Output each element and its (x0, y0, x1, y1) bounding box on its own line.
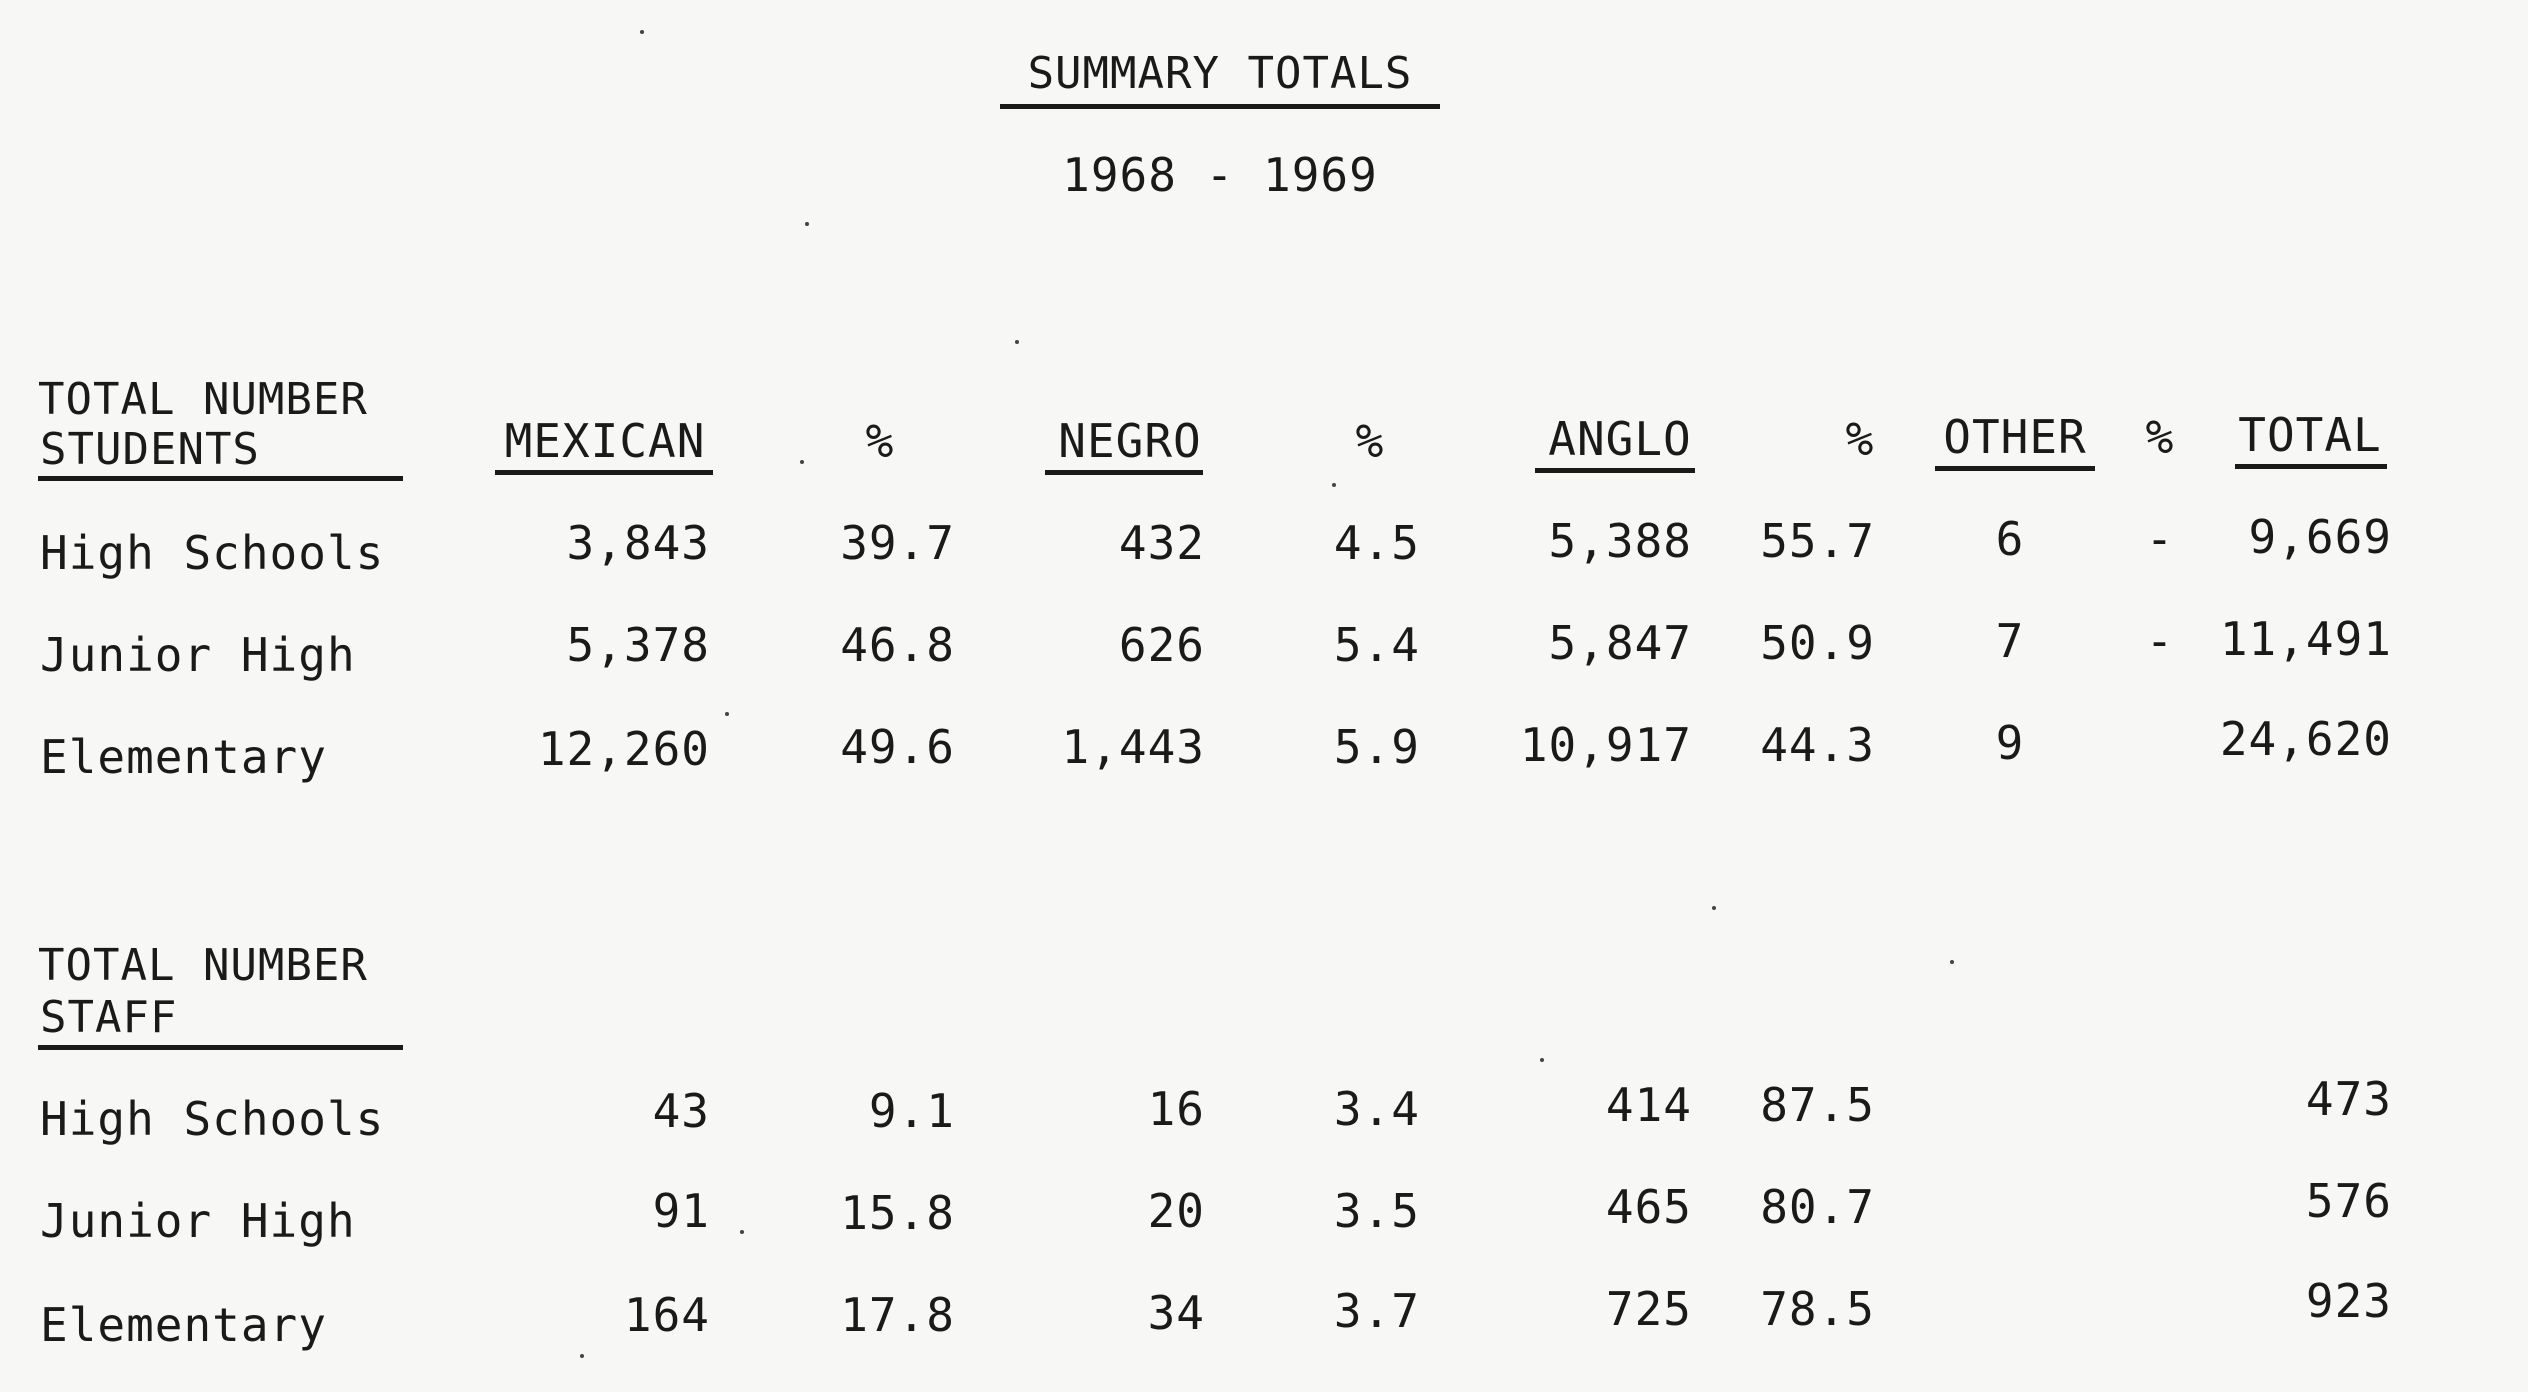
staff-row-elementary-anglo: 725 (1605, 1282, 1692, 1336)
student-row-elementary-mexican: 12,260 (537, 722, 710, 776)
staff-row-high-schools-mexican-pct: 9.1 (868, 1084, 955, 1138)
staff-row-elementary-mexican-pct: 17.8 (840, 1288, 955, 1342)
staff-row-elementary-negro: 34 (1147, 1286, 1205, 1340)
staff-row-junior-high-label: Junior High (40, 1194, 356, 1248)
student-row-junior-high-negro: 626 (1118, 618, 1205, 672)
staff-row-high-schools-negro-pct: 3.4 (1333, 1082, 1420, 1136)
speck (1540, 1058, 1544, 1062)
col-header-negro: NEGRO (1058, 414, 1202, 468)
staff-row-elementary-label: Elementary (40, 1298, 327, 1352)
student-row-junior-high-label: Junior High (40, 628, 356, 682)
staff-row-high-schools-negro: 16 (1147, 1082, 1205, 1136)
student-row-elementary-anglo: 10,917 (1519, 718, 1692, 772)
staff-row-junior-high-negro: 20 (1147, 1184, 1205, 1238)
students-section-label-2: STUDENTS (40, 424, 260, 475)
title-underline (1000, 104, 1440, 109)
student-row-junior-high-total: 11,491 (2219, 612, 2392, 666)
speck (1015, 340, 1019, 344)
speck (800, 460, 804, 464)
staff-row-junior-high-total: 576 (2305, 1174, 2392, 1228)
page-title: SUMMARY TOTALS (1027, 48, 1413, 99)
staff-section-label-1: TOTAL NUMBER (38, 940, 368, 991)
student-row-elementary-total: 24,620 (2219, 712, 2392, 766)
student-row-elementary-other: 9 (1995, 716, 2025, 770)
mexican-underline (495, 470, 713, 475)
speck (805, 222, 809, 226)
staff-row-junior-high-mexican: 91 (652, 1184, 710, 1238)
total-underline (2235, 464, 2387, 469)
speck (640, 30, 644, 34)
col-header-anglo-pct: % (1845, 412, 1875, 466)
speck (1332, 483, 1336, 487)
staff-row-junior-high-negro-pct: 3.5 (1333, 1184, 1420, 1238)
student-row-high-schools-negro: 432 (1118, 516, 1205, 570)
year-range: 1968 - 1969 (1062, 148, 1378, 202)
col-header-negro-pct: % (1355, 414, 1385, 468)
col-header-other-pct: % (2145, 410, 2175, 464)
staff-row-high-schools-mexican: 43 (652, 1084, 710, 1138)
student-row-junior-high-anglo-pct: 50.9 (1760, 616, 1875, 670)
speck (580, 1354, 584, 1358)
speck (740, 1230, 744, 1234)
student-row-high-schools-mexican-pct: 39.7 (840, 516, 955, 570)
student-row-junior-high-mexican-pct: 46.8 (840, 618, 955, 672)
student-row-elementary-mexican-pct: 49.6 (840, 720, 955, 774)
staff-row-elementary-mexican: 164 (623, 1288, 710, 1342)
other-underline (1935, 466, 2095, 471)
student-row-junior-high-mexican: 5,378 (566, 618, 710, 672)
col-header-mexican-pct: % (865, 414, 895, 468)
student-row-junior-high-anglo: 5,847 (1548, 616, 1692, 670)
staff-row-high-schools-total: 473 (2305, 1072, 2392, 1126)
staff-row-high-schools-anglo: 414 (1605, 1078, 1692, 1132)
student-row-junior-high-other: 7 (1995, 614, 2025, 668)
staff-row-high-schools-anglo-pct: 87.5 (1760, 1078, 1875, 1132)
student-row-elementary-anglo-pct: 44.3 (1760, 718, 1875, 772)
student-row-high-schools-anglo: 5,388 (1548, 514, 1692, 568)
student-row-high-schools-mexican: 3,843 (566, 516, 710, 570)
student-row-high-schools-other: 6 (1995, 512, 2025, 566)
speck (1950, 960, 1954, 964)
students-section-label-1: TOTAL NUMBER (38, 374, 368, 425)
students-label-underline (38, 476, 403, 481)
student-row-high-schools-negro-pct: 4.5 (1333, 516, 1420, 570)
student-row-elementary-negro-pct: 5.9 (1333, 720, 1420, 774)
anglo-underline (1535, 468, 1695, 473)
col-header-anglo: ANGLO (1548, 412, 1692, 466)
student-row-high-schools-anglo-pct: 55.7 (1760, 514, 1875, 568)
student-row-high-schools-label: High Schools (40, 526, 385, 580)
student-row-junior-high-other-pct: - (2145, 614, 2175, 668)
col-header-total: TOTAL (2238, 408, 2382, 462)
student-row-high-schools-other-pct: - (2145, 512, 2175, 566)
student-row-elementary-label: Elementary (40, 730, 327, 784)
speck (1712, 906, 1716, 910)
staff-row-elementary-anglo-pct: 78.5 (1760, 1282, 1875, 1336)
col-header-other: OTHER (1943, 410, 2087, 464)
staff-label-underline (38, 1045, 403, 1050)
speck (725, 712, 729, 716)
staff-row-high-schools-label: High Schools (40, 1092, 385, 1146)
staff-row-junior-high-anglo: 465 (1605, 1180, 1692, 1234)
student-row-high-schools-total: 9,669 (2248, 510, 2392, 564)
staff-row-elementary-total: 923 (2305, 1274, 2392, 1328)
student-row-elementary-negro: 1,443 (1061, 720, 1205, 774)
student-row-junior-high-negro-pct: 5.4 (1333, 618, 1420, 672)
col-header-mexican: MEXICAN (504, 414, 706, 468)
staff-row-junior-high-anglo-pct: 80.7 (1760, 1180, 1875, 1234)
staff-row-elementary-negro-pct: 3.7 (1333, 1284, 1420, 1338)
staff-section-label-2: STAFF (40, 992, 178, 1043)
staff-row-junior-high-mexican-pct: 15.8 (840, 1186, 955, 1240)
negro-underline (1045, 470, 1203, 475)
